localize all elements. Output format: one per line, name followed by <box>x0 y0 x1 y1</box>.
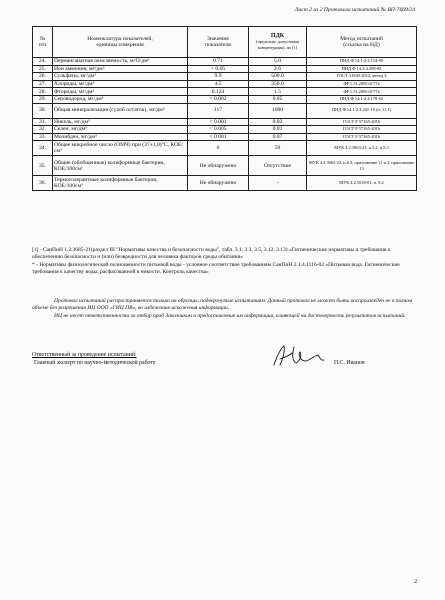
row-number: 33. <box>33 133 53 141</box>
signature-caption: Ответственный за проведение испытаний: <box>32 352 137 358</box>
row-method: МУК 4.2.3963-23, п.5.2, п.5.3 <box>307 141 417 156</box>
row-method: ПНД Ф 14.1:2:4.261-10 (п. 11.1) <box>307 103 417 118</box>
row-value: Не обнаружено <box>188 156 249 176</box>
row-value: 4.5 <box>188 80 249 88</box>
row-limit: - <box>249 176 307 191</box>
row-method: МУК 4.2.1018-01, п. 8.2 <box>307 176 417 191</box>
row-indicator-name: Хлориды, мг/дм³ <box>53 80 188 88</box>
row-number: 28. <box>33 88 53 96</box>
header-num-line: № <box>39 35 46 42</box>
row-method: ФР.1.31.2005.01774 <box>307 88 417 96</box>
table-row <box>33 126 417 134</box>
table-row <box>33 88 417 96</box>
table-row <box>33 58 417 66</box>
row-indicator-name: Общие (обобщенные) колиформные бактерии, КОЕ/100см³ <box>53 156 188 176</box>
table-row <box>33 65 417 73</box>
table-body <box>33 58 417 191</box>
header-method-line: (ссылка на НД) <box>343 42 380 48</box>
row-indicator-name: Общее микробное число (ОМЧ) при (37±1,0)°С, КОЕ/см³ <box>53 141 188 156</box>
page-number: 2 <box>414 579 417 585</box>
row-number: 27. <box>33 80 53 88</box>
header-limit-sub: (предельно допустимая <box>256 38 299 44</box>
header-value <box>188 27 249 58</box>
row-indicator-name: Никель, мг/дм³ <box>53 118 188 126</box>
row-value: 0 <box>188 141 249 156</box>
row-value: < 0.005 <box>188 126 249 134</box>
row-indicator-name: Молибден, мг/дм³ <box>53 133 188 141</box>
signature-position: Главный эксперт по научно-методической работе <box>34 360 156 366</box>
row-indicator-name: Сульфаты, мг/дм³ <box>53 73 188 81</box>
table-row <box>33 73 417 81</box>
row-indicator-name: Общая минерализация (сухой остаток), мг/дм³ <box>53 103 188 118</box>
sheet-header: Лист 2 из 2 Протокола испытаний № ВП-7669/24 <box>294 7 415 13</box>
header-limit <box>249 27 307 58</box>
header-num <box>33 27 53 58</box>
header-name-line: единицы измерения <box>96 42 144 48</box>
row-limit: 500.0 <box>249 73 307 81</box>
table-row <box>33 118 417 126</box>
row-method: ГОСТ Р 57165-2016 <box>307 118 417 126</box>
row-limit: 1.5 <box>249 88 307 96</box>
row-indicator-name: Селен, мг/дм³ <box>53 126 188 134</box>
row-method: ФР.1.31.2005.01774 <box>307 80 417 88</box>
disclaimer-paragraph-1: Протокол испытаний распространяется только на образцы, подвергнутые испытаниям. Данный протокол не может быть воспроизведен не в полном объеме без разрешения ИЦ ООО «ГИЦ ПВ», во избежание искажения информации. <box>32 298 413 311</box>
handwritten-signature-icon <box>270 343 330 369</box>
footnote-2: * - Нормативы физиологической полноценности питьевой воды - условное соответствие требованиям СанПиН 2.1.4.1116-02 «Питьевая вода. Гигиенические требования к качеству воды, расфасованной в емкости. Контроль качества» <box>32 262 400 275</box>
row-value: < 0.001 <box>188 118 249 126</box>
row-number: 35. <box>33 156 53 176</box>
row-value: 0.124 <box>188 88 249 96</box>
footnote-1: [1] - СанПиН 1.2.3685-21(раздел III "Нормативы качества и безопасности воды", табл. 3.1, 3.3, 3.5, 3.12, 3.13) «Гигиенические нормативы и требования к обеспечению безопасности и (или) безвредности для человека факторов среды обитания» <box>32 247 391 260</box>
row-limit: 1000 <box>249 103 307 118</box>
row-method: ГОСТ 31940-2012, метод 3 <box>307 73 417 81</box>
results-table <box>32 26 417 191</box>
table-row <box>33 141 417 156</box>
row-value: 117 <box>188 103 249 118</box>
row-indicator-name: Перманганатная окисляемость, мгО/дм³ <box>53 58 188 66</box>
row-limit: 0.01 <box>249 126 307 134</box>
row-limit: 5.0 <box>249 58 307 66</box>
row-value: < 0.05 <box>188 65 249 73</box>
row-limit: 2.6 <box>249 65 307 73</box>
row-indicator-name: Сероводород, мг/дм³ <box>53 95 188 103</box>
row-number: 36. <box>33 176 53 191</box>
row-limit: 0.05 <box>249 95 307 103</box>
row-value: 9.9 <box>188 73 249 81</box>
disclaimer-paragraph-2: ИЦ не несет ответственности за отбор проб Заказчиком и предоставление им информации, влияющей на достоверность результатов испытаний. <box>54 313 406 319</box>
row-value: < 0.002 <box>188 95 249 103</box>
header-limit-main: ПДК <box>270 32 285 39</box>
row-method: ГОСТ Р 57165-2016 <box>307 133 417 141</box>
row-number: 31. <box>33 118 53 126</box>
row-limit: 0.02 <box>249 118 307 126</box>
row-method: МУК 4.2.3963-23, п.6.3, приложение 11 п.3, приложение 13 <box>307 156 417 176</box>
table-row <box>33 95 417 103</box>
row-limit: 50 <box>249 141 307 156</box>
row-value: < 0.001 <box>188 133 249 141</box>
disclaimer <box>32 298 417 321</box>
header-method <box>307 27 417 58</box>
table-row <box>33 103 417 118</box>
row-number: 25. <box>33 65 53 73</box>
row-indicator-name: Фториды, мг/дм³ <box>53 88 188 96</box>
table-row <box>33 133 417 141</box>
table-row <box>33 156 417 176</box>
signature-block <box>32 352 417 366</box>
header-value-line: Значение <box>207 35 229 42</box>
row-value: Не обнаружено <box>188 176 249 191</box>
header-num-line: п/п <box>38 42 47 48</box>
row-indicator-name: Термотолерантные колиформные бактерии, КОЕ/100см³ <box>53 176 188 191</box>
row-indicator-name: Ион аммония, мг/дм³ <box>53 65 188 73</box>
row-number: 24. <box>33 58 53 66</box>
header-value-line: показателя <box>205 42 231 48</box>
row-value: 0.71 <box>188 58 249 66</box>
row-method: ПНД Ф 14:1:2:4.154-99 <box>307 58 417 66</box>
header-name <box>53 27 188 58</box>
row-number: 26. <box>33 73 53 81</box>
row-method: ПНД Ф 14.2:4.209-05 <box>307 65 417 73</box>
table-row <box>33 176 417 191</box>
row-limit: 0.07 <box>249 133 307 141</box>
row-limit: Отсутствие <box>249 156 307 176</box>
row-number: 30. <box>33 103 53 118</box>
header-name-line: Номенклатура показателей, <box>87 35 153 42</box>
row-number: 34. <box>33 141 53 156</box>
row-number: 32. <box>33 126 53 134</box>
header-method-line: Метод испытаний <box>340 35 383 42</box>
signature-name: П.С. Иванов <box>334 360 365 366</box>
table-header-row <box>33 27 417 58</box>
footnotes <box>32 247 417 277</box>
row-method: ПНД Ф 14:1:2:4.178-02 <box>307 95 417 103</box>
row-limit: 350.0 <box>249 80 307 88</box>
table-row <box>33 80 417 88</box>
row-method: ГОСТ Р 57165-2016 <box>307 126 417 134</box>
header-limit-sub: концентрация), по [1] <box>257 45 298 51</box>
row-number: 29. <box>33 95 53 103</box>
